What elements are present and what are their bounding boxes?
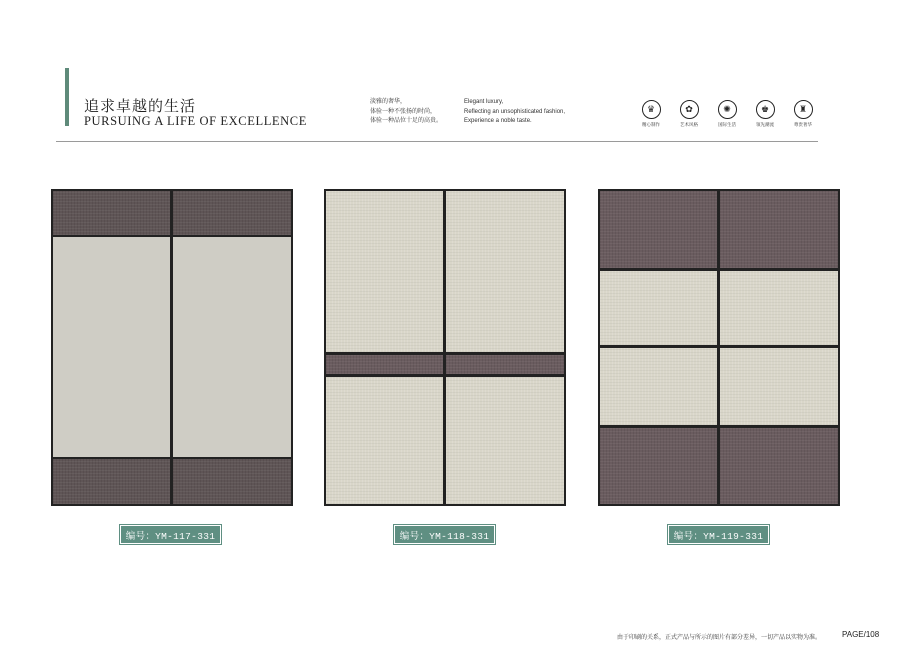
panel-dark-strip (326, 355, 443, 374)
panel-dark-tile (53, 459, 170, 504)
panel-dark-tile (53, 191, 170, 235)
slogan-en-line: Elegant luxury, (464, 99, 504, 105)
badge-luxury (789, 100, 817, 128)
slogan-chinese (370, 98, 442, 127)
feature-badges (637, 100, 817, 128)
badge-art-style (675, 100, 703, 128)
panel-light-tile (720, 271, 838, 345)
slogan-cn-line: 体验一种品位十足的高贵。 (370, 118, 443, 124)
panel-light-tile (173, 237, 291, 457)
badge-label: 国际生活 (718, 122, 736, 127)
panel-dark-tile (600, 191, 717, 268)
badge-trend (751, 100, 779, 128)
badge-craft (637, 100, 665, 128)
panel-light-tile (600, 348, 717, 425)
badge-international (713, 100, 741, 128)
panel-light-tile (326, 377, 443, 504)
slogan-english (464, 98, 565, 127)
product-code-label: 编号：YM-119-331 (669, 526, 768, 543)
product-image-ym-118 (324, 189, 566, 506)
panel-light-tile (600, 271, 717, 345)
globe-icon: ✺ (718, 100, 737, 119)
product-image-ym-119 (598, 189, 840, 506)
product-code-label: 编号：YM-118-331 (395, 526, 494, 543)
page-number: PAGE/108 (842, 630, 880, 639)
panel-dark-tile (173, 459, 291, 504)
page-title-chinese: 追求卓越的生活 (84, 98, 197, 115)
panel-light-tile (446, 377, 564, 504)
panel-dark-strip (446, 355, 564, 374)
slogan-en-line: Experience a noble taste. (464, 118, 532, 124)
panel-dark-tile (720, 428, 838, 504)
panel-light-tile (446, 191, 564, 352)
badge-label: 精心制作 (642, 122, 660, 127)
panel-dark-tile (720, 191, 838, 268)
print-disclaimer: 由于印刷的关系，正式产品与所示的图片有部分差异，一切产品以实物为准。 (617, 635, 822, 641)
crown-icon: ♚ (756, 100, 775, 119)
product-code-label: 编号：YM-117-331 (121, 526, 220, 543)
slogan-en-line: Reflecting an unsophisticated fashion, (464, 108, 566, 115)
title-accent-bar (65, 68, 69, 126)
panel-light-tile (53, 237, 170, 457)
panel-dark-tile (600, 428, 717, 504)
castle-icon: ♜ (794, 100, 813, 119)
badge-label: 艺术风格 (680, 122, 698, 127)
page-title-english: PURSUING A LIFE OF EXCELLENCE (84, 114, 307, 128)
badge-label: 尊贵奢华 (794, 122, 812, 127)
panel-light-tile (720, 348, 838, 425)
badge-label: 领先潮流 (756, 122, 774, 127)
slogan-cn-line: 淡雅的奢华， (370, 99, 407, 105)
product-image-ym-117 (51, 189, 293, 506)
trophy-icon: ♛ (642, 100, 661, 119)
panel-dark-tile (173, 191, 291, 235)
leaf-icon: ✿ (680, 100, 699, 119)
header-divider (56, 141, 818, 142)
slogan-cn-line: 体验一种不张扬的时尚， (370, 108, 437, 115)
panel-light-tile (326, 191, 443, 352)
